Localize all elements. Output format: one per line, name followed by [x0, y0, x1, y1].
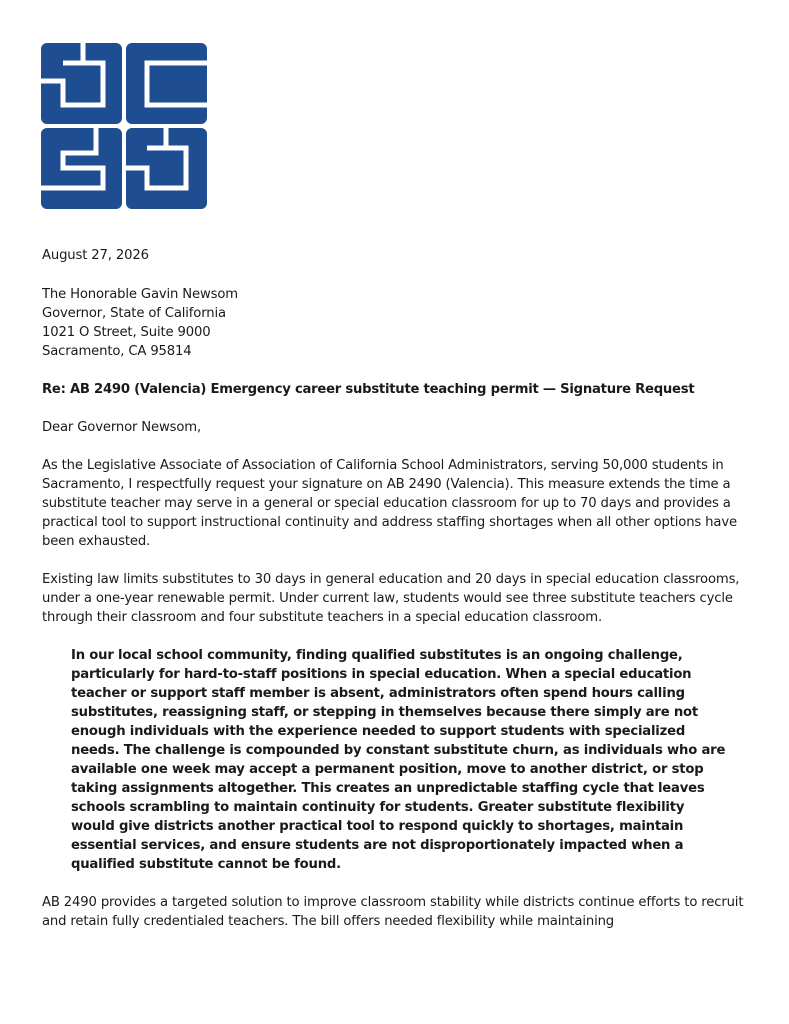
recipient-street: 1021 O Street, Suite 9000 [42, 325, 211, 340]
recipient-name: The Honorable Gavin Newsom [42, 287, 238, 302]
salutation: Dear Governor Newsom, [42, 420, 201, 435]
subject-line: Re: AB 2490 (Valencia) Emergency career substitute teaching permit — Signature Request [42, 382, 695, 397]
body-paragraph-3: AB 2490 provides a targeted solution to improve classroom stability while districts continue efforts to recruit and retain fully credentialed teachers. The bill offers needed flexibility while maintaining [42, 895, 744, 929]
letter-body [42, 246, 752, 931]
quote-block: In our local school community, finding qualified substitutes is an ongoing challenge, particularly for hard-to-staff positions in special education. When a special education teacher or support staff member is absent, administrators often spend hours calling substitutes, reassigning staff, or stepping in themselves because there simply are not enough individuals with the experience needed to support students with specialized needs. The challenge is compounded by constant substitute churn, as individuals who are available one week may accept a permanent position, move to another district, or stop taking assignments altogether. This creates an unpredictable staffing cycle that leaves schools scrambling to maintain continuity for students. Greater substitute flexibility would give districts another practical tool to respond quickly to shortages, maintain essential services, and ensure students are not disproportionately impacted when a qualified substitute cannot be found. [71, 648, 726, 872]
recipient-title: Governor, State of California [42, 306, 226, 321]
body-paragraph-2: Existing law limits substitutes to 30 days in general education and 20 days in special education classrooms, under a one-year renewable permit. Under current law, students would see three substitute teachers cycle through their classroom and four substitute teachers in a special education classroom. [42, 572, 740, 625]
letter-date: August 27, 2026 [42, 248, 149, 263]
acsa-logo [41, 43, 207, 209]
recipient-city: Sacramento, CA 95814 [42, 344, 192, 359]
body-paragraph-1: As the Legislative Associate of Association of California School Administrators, serving 50,000 students in Sacramento, I respectfully request your signature on AB 2490 (Valencia). This measure extends the time a substitute teacher may serve in a general or special education classroom for up to 70 days and provides a practical tool to support instructional continuity and address staffing shortages when all other options have been exhausted. [42, 458, 737, 549]
recipient-address [42, 285, 752, 361]
